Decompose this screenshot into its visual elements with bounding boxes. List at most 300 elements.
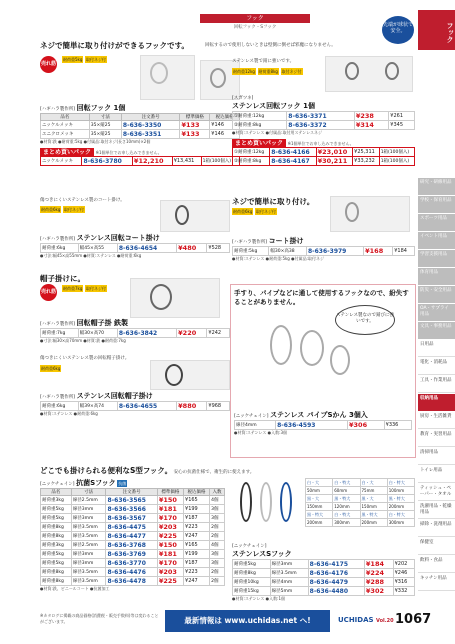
sidebar-item[interactable]: 飲料・食品 xyxy=(418,556,455,573)
table-row[interactable] xyxy=(233,148,415,157)
sec9-note: ●材質:ステンレス ●入数:1個 xyxy=(232,596,285,601)
table-row[interactable] xyxy=(233,560,415,569)
sec6-table xyxy=(40,401,230,411)
cell-qty: 4個 xyxy=(210,541,225,550)
cell-code[interactable]: 8-636-4166 xyxy=(270,148,316,157)
sec5-brand: [ハギハラ製作所] xyxy=(40,322,76,327)
sec6-note: ●材質:ステンレス ●耐荷重:6kg xyxy=(40,411,98,416)
cell-code[interactable]: 8-636-4167 xyxy=(270,157,316,166)
sidebar-item[interactable]: ティッシュ・ペーパー・タオル xyxy=(418,484,455,501)
cell-tax: ¥242 xyxy=(207,329,230,338)
cell-code[interactable]: 8-636-4475 xyxy=(106,523,157,532)
footer-fineprint: ※カタログに掲載の商品価格(消費税・販売手数料)等は変わることがございます。 xyxy=(40,613,159,624)
sidebar-item[interactable]: 日用品 xyxy=(418,340,455,357)
screw-badge: 取付ネジ付 xyxy=(64,207,84,212)
sec4-brand: [ハギハラ製作所] xyxy=(232,240,268,245)
cell-price: ¥880 xyxy=(177,402,207,411)
cell-tax: ¥968 xyxy=(207,402,230,411)
cell-name: 耐荷重:7kg xyxy=(41,329,79,338)
cell-price: ¥288 xyxy=(364,578,393,587)
cell-code[interactable]: 8-636-4655 xyxy=(117,402,176,411)
cell-code[interactable]: 8-636-4176 xyxy=(308,569,364,578)
sec7-brand: [ニッケチェイン] xyxy=(234,414,269,419)
sec8-brand: [ニッケチェイン] xyxy=(40,482,75,487)
grid-cell: 150mm xyxy=(306,503,333,511)
sidebar-item[interactable]: 収納用品 xyxy=(418,394,455,411)
cell-tax: ¥246 xyxy=(393,569,414,578)
hook-shape-1 xyxy=(150,62,168,84)
cell-code[interactable]: 8-636-3780 xyxy=(82,157,132,166)
cell-price: ¥23,010 xyxy=(316,148,353,157)
load-badge: 耐荷重6kg xyxy=(41,207,61,212)
grid-cell: 200mm xyxy=(306,519,333,527)
grid-cell: 75mm xyxy=(360,487,387,495)
cell-tax: ¥25,311 xyxy=(353,148,380,157)
table-row[interactable] xyxy=(233,569,415,578)
cell-tax: ¥199 xyxy=(184,505,210,514)
cell-name: 耐荷重8kg xyxy=(41,577,72,586)
sec7-product xyxy=(234,410,412,436)
table-row[interactable] xyxy=(233,587,415,596)
table-row[interactable] xyxy=(41,523,225,532)
cell-price: ¥224 xyxy=(364,569,393,578)
sec4-product xyxy=(232,236,415,262)
cell-size: 線径5mm xyxy=(270,587,308,596)
sec8-desc: 安心の抗菌仕様で、衛生的に使えます。 xyxy=(173,470,255,475)
th-name: 品名 xyxy=(41,114,90,121)
cell-code[interactable]: 8-636-4476 xyxy=(106,568,157,577)
hook-shape-2 xyxy=(210,68,226,88)
cell-name: 耐荷重8kg xyxy=(41,523,72,532)
cell-qty: 1箱(100個入) xyxy=(379,157,414,166)
cell-price: ¥225 xyxy=(157,577,183,586)
sec2-table xyxy=(232,111,415,130)
table-row[interactable] xyxy=(41,157,240,166)
sec3-table xyxy=(40,243,230,253)
cell-price: ¥203 xyxy=(157,568,183,577)
grid-cell: 300mm xyxy=(387,519,414,527)
table-row[interactable] xyxy=(41,532,225,541)
cell-tax: ¥184 xyxy=(393,247,415,256)
sidebar-item[interactable]: OA・サプライ用品 xyxy=(418,304,455,321)
grid-cell: 黒・特大 xyxy=(333,495,360,503)
grid-cell: 白・特大 xyxy=(387,511,414,519)
sidebar-item[interactable]: 厨房・生活雑貨 xyxy=(418,412,455,429)
cell-size: 線径3.5mm xyxy=(71,532,106,541)
sec2-pack-note: ※1個単位でお申し込みできません。 xyxy=(287,141,354,146)
cell-tax: ¥336 xyxy=(384,421,411,430)
table-row[interactable] xyxy=(41,559,225,568)
sec2-pack-title: まとめ買いパック xyxy=(232,139,286,148)
cell-name: 線径4mm xyxy=(235,421,276,430)
hook-shape-8 xyxy=(165,364,183,386)
sec5-note: ●寸法:幅30×高70mm ●材質:鉄 ●耐荷重:7kg xyxy=(40,338,126,343)
cell-size: 線径3mm xyxy=(71,559,106,568)
grid-cell: 200mm xyxy=(360,519,387,527)
cell-size: 線径3mm xyxy=(71,550,106,559)
cell-price: ¥12,210 xyxy=(132,157,172,166)
cell-tax: ¥33,232 xyxy=(353,157,380,166)
cell-code[interactable]: 8-636-3565 xyxy=(106,496,157,505)
page-number: 1067 xyxy=(395,612,432,627)
th-qty: 入数 xyxy=(210,489,225,496)
cell-name: 耐荷重5kg xyxy=(41,559,72,568)
th-name: 品名 xyxy=(41,489,72,496)
sec1-brand: [ハギハラ製作所] xyxy=(40,107,76,112)
cell-code[interactable]: 8-636-3842 xyxy=(117,329,176,338)
th-tax: 税込価格 xyxy=(210,114,240,121)
grid-cell: 白・大 xyxy=(306,479,333,487)
cell-size: 線径3.5mm xyxy=(71,523,106,532)
th-code: 注文番号 xyxy=(121,114,180,121)
sidebar-item[interactable]: 電化・消耗品 xyxy=(418,358,455,375)
s-hook-silver xyxy=(260,482,272,522)
grid-cell: 100mm xyxy=(387,487,414,495)
screw-badge: 取付ネジ付 xyxy=(281,69,302,74)
sidebar-item[interactable]: 清掃用品 xyxy=(418,448,455,465)
cell-tax: ¥528 xyxy=(207,244,230,253)
grid-cell: 50mm xyxy=(306,487,333,495)
table-row[interactable] xyxy=(41,130,240,139)
sec1-pack-title: まとめ買いパック xyxy=(40,148,94,157)
bestseller-badge: 売れ筋 xyxy=(40,284,57,301)
table-row[interactable] xyxy=(233,121,415,130)
sidebar-item[interactable]: 保健室 xyxy=(418,538,455,555)
cell-code[interactable]: 8-636-3567 xyxy=(106,514,157,523)
load-badge: 耐荷重6kg xyxy=(41,366,61,371)
cell-code[interactable]: 8-636-3979 xyxy=(306,247,363,256)
sidebar-item[interactable]: 掃除・洗剤用品 xyxy=(418,520,455,537)
grid-cell: 黒・大 xyxy=(306,495,333,503)
sec1-headline: ネジで簡単に取り付けができるフックです。 xyxy=(40,41,189,50)
cell-size: 線径3.5mm xyxy=(71,568,106,577)
cell-code[interactable]: 8-636-4175 xyxy=(308,560,364,569)
load-badge: 耐荷重8kg xyxy=(258,69,278,74)
cell-size: 線径3.5mm xyxy=(71,577,106,586)
sec4-note: ●材質:ステンレス ●耐荷重:5kg ●付属品:取付ネジ xyxy=(232,256,324,261)
sec9-table xyxy=(232,559,415,596)
th-price: 標準価格 xyxy=(157,489,183,496)
cell-name: 耐荷重3kg xyxy=(41,541,72,550)
cell-price: ¥181 xyxy=(157,505,183,514)
s-hook-small xyxy=(330,345,350,375)
s-hook-black xyxy=(240,482,252,522)
grid-cell: 白・特大 xyxy=(333,479,360,487)
sidebar-item[interactable]: 工具・作業用品 xyxy=(418,376,455,393)
sec8-headline: どこでも掛けられる便利なS型フック。 xyxy=(40,466,173,475)
cell-name: 耐荷重5kg xyxy=(41,505,72,514)
sidebar-item[interactable]: 体育用品 xyxy=(418,268,455,285)
table-row[interactable] xyxy=(41,121,240,130)
grid-cell: 150mm xyxy=(360,503,387,511)
cell-tax: ¥187 xyxy=(184,559,210,568)
load-badge: 耐荷重6kg xyxy=(233,209,253,214)
table-row[interactable] xyxy=(41,577,225,586)
vol-text: Vol.20 xyxy=(376,618,394,624)
sec5-badges xyxy=(62,285,107,292)
table-row[interactable] xyxy=(41,402,230,411)
cell-name: 耐荷重8kg xyxy=(233,569,271,578)
table-row[interactable] xyxy=(41,541,225,550)
cell-tax: ¥332 xyxy=(393,587,414,596)
screw-badge: 取付ネジ付 xyxy=(256,209,276,214)
sidebar-item[interactable]: 防災・安全用品 xyxy=(418,286,455,303)
load-badge: 耐荷重5kg xyxy=(63,57,83,62)
screw-badge: 取付ネジ付 xyxy=(86,286,106,291)
sidebar-item[interactable]: 研究・研修用品 xyxy=(418,178,455,195)
cell-name: ②耐荷重:8kg xyxy=(233,157,270,166)
cell-size: 35×縦25 xyxy=(89,121,121,130)
cell-size: 線径3mm xyxy=(71,505,106,514)
sec5-star-wrap xyxy=(40,284,57,301)
bestseller-badge: 売れ筋 xyxy=(40,56,57,73)
callout-bubble xyxy=(382,16,414,44)
cell-tax: ¥247 xyxy=(184,577,210,586)
cell-tax: ¥316 xyxy=(393,578,414,587)
load-badge: 耐荷重12kg xyxy=(233,69,255,74)
grid-cell: 60mm xyxy=(333,487,360,495)
table-row[interactable] xyxy=(41,550,225,559)
sec5-title: 回転帽子掛 鉄製 xyxy=(76,319,129,327)
grid-cell: 白・特大 xyxy=(333,511,360,519)
sec4-photo xyxy=(330,196,410,232)
sec9-grid xyxy=(305,478,415,527)
grid-cell: 300mm xyxy=(333,519,360,527)
cell-tax: ¥345 xyxy=(389,121,415,130)
cell-code[interactable]: 8-636-4480 xyxy=(308,587,364,596)
cell-qty: 1箱(100個入) xyxy=(201,157,239,166)
table-row[interactable] xyxy=(233,157,415,166)
cell-name: ①耐荷重:12kg xyxy=(233,148,270,157)
s-hook-blue xyxy=(280,482,292,522)
sidebar-item[interactable]: イベント用品 xyxy=(418,232,455,249)
sec8-product xyxy=(40,478,225,592)
cell-code[interactable]: 8-636-3769 xyxy=(106,550,157,559)
cell-price: ¥170 xyxy=(157,514,183,523)
sec5-product xyxy=(40,318,230,344)
cell-code[interactable]: 8-636-4478 xyxy=(106,577,157,586)
load-badge: 耐荷重7kg xyxy=(63,286,83,291)
cell-qty: 4個 xyxy=(210,496,225,505)
sidebar-item[interactable]: スポーツ用品 xyxy=(418,214,455,231)
cell-name: 耐荷重15kg xyxy=(233,587,271,596)
cell-size: 幅30×高70 xyxy=(78,329,117,338)
cell-qty: 2個 xyxy=(210,577,225,586)
grid-cell: 黒・特大 xyxy=(387,495,414,503)
cell-code[interactable]: 8-636-4593 xyxy=(276,421,348,430)
table-row[interactable] xyxy=(233,112,415,121)
cell-price: ¥150 xyxy=(157,541,183,550)
hook-shape-6 xyxy=(345,202,359,222)
grid-cell: 200mm xyxy=(387,503,414,511)
cell-size: 線径3.5mm xyxy=(270,569,308,578)
cell-tax: ¥223 xyxy=(184,568,210,577)
sec9-photo xyxy=(232,478,302,530)
cell-tax: ¥261 xyxy=(389,112,415,121)
grid-cell: 120mm xyxy=(333,503,360,511)
cell-qty: 3個 xyxy=(210,505,225,514)
cell-code[interactable]: 8-636-3350 xyxy=(121,121,180,130)
sidebar-item[interactable]: 学習支援用品 xyxy=(418,250,455,267)
sec3-badges xyxy=(40,206,85,213)
hook-shape-5 xyxy=(175,205,189,225)
cell-code[interactable]: 8-636-3770 xyxy=(106,559,157,568)
cell-name: 耐荷重3kg xyxy=(41,496,72,505)
cell-price: ¥133 xyxy=(180,130,210,139)
cell-price: ¥480 xyxy=(177,244,207,253)
sec3-product xyxy=(40,233,230,259)
th-tax: 税込価格 xyxy=(184,489,210,496)
cell-price: ¥168 xyxy=(364,247,393,256)
table-row[interactable] xyxy=(41,244,230,253)
cell-tax: ¥146 xyxy=(210,130,240,139)
sec5-table xyxy=(40,328,230,338)
cell-price: ¥238 xyxy=(354,112,388,121)
cell-name: ①耐荷重:12kg xyxy=(233,112,287,121)
cell-tax: ¥199 xyxy=(184,550,210,559)
sidebar-item[interactable]: 文具・事務用品 xyxy=(418,322,455,339)
sec5-photo xyxy=(130,278,220,318)
cell-name: 耐荷重10kg xyxy=(233,578,271,587)
cell-name: 耐荷重:5kg xyxy=(233,247,269,256)
cell-price: ¥181 xyxy=(157,550,183,559)
cell-name: ユニクロメッキ xyxy=(41,130,90,139)
cell-price: ¥220 xyxy=(177,329,207,338)
sec3-title: ステンレス回転コート掛け xyxy=(76,234,160,242)
sec2-pack-table xyxy=(232,147,415,166)
table-row[interactable] xyxy=(233,247,415,256)
cell-name: 耐荷重5kg xyxy=(41,550,72,559)
table-row[interactable] xyxy=(41,568,225,577)
cell-qty: 2個 xyxy=(210,532,225,541)
grid-cell: 白・特大 xyxy=(387,479,414,487)
table-row[interactable] xyxy=(41,514,225,523)
sidebar-item[interactable]: 教育・実習用品 xyxy=(418,430,455,447)
th-size: 寸法 xyxy=(89,114,121,121)
cell-name: 耐荷重:6kg xyxy=(41,244,79,253)
cell-name: 耐荷重8kg xyxy=(41,532,72,541)
cell-price: ¥306 xyxy=(348,421,385,430)
sec7-table xyxy=(234,420,412,430)
sec8-table xyxy=(40,488,225,586)
cell-price: ¥302 xyxy=(364,587,393,596)
cell-size: 線径4mm xyxy=(270,578,308,587)
cell-qty: 2個 xyxy=(210,568,225,577)
sec1-table xyxy=(40,113,240,139)
table-row[interactable] xyxy=(233,578,415,587)
sec3-brand: [ハギハラ製作所] xyxy=(40,237,76,242)
sidebar-item[interactable]: トイレ用品 xyxy=(418,466,455,483)
sec1-product xyxy=(40,103,240,166)
table-row[interactable] xyxy=(41,329,230,338)
cell-name: 耐荷重8kg xyxy=(41,568,72,577)
sec1-desc: 回転するので使用しないときは壁側に倒せば邪魔になりません。 xyxy=(205,43,336,48)
cell-name: ニッケルメッキ xyxy=(41,157,82,166)
table-row[interactable] xyxy=(41,505,225,514)
sec1-pack-table xyxy=(40,156,240,166)
sec2-brand: [スガツネ] xyxy=(232,96,254,101)
cell-name: ②耐荷重:8kg xyxy=(233,121,287,130)
cell-price: ¥150 xyxy=(157,496,183,505)
cell-size: 35×縦25 xyxy=(89,130,121,139)
cell-qty: 1箱(100個入) xyxy=(379,148,414,157)
cell-price: ¥314 xyxy=(354,121,388,130)
cell-size: 幅39×高74 xyxy=(78,402,117,411)
sec6-photo xyxy=(150,360,230,390)
sec3-note: ●寸法:幅45×高55mm ●材質:ステンレス ●耐荷重:6kg xyxy=(40,253,142,258)
cell-size: 幅45×高55 xyxy=(78,244,117,253)
sec1-star xyxy=(40,56,57,73)
size-grid xyxy=(305,478,415,527)
cell-code[interactable]: 8-636-4654 xyxy=(117,244,176,253)
sec2-note: ●材質:ステンレス ●付属品:取付用ステンレスネジ xyxy=(232,130,322,135)
sec3-desc: 傷つきにくいステンレス製のコート掛け。 xyxy=(40,198,125,203)
cell-tax: ¥202 xyxy=(393,560,414,569)
cell-code[interactable]: 8-636-4479 xyxy=(308,578,364,587)
th-size: 寸法 xyxy=(71,489,106,496)
footer-logo xyxy=(338,616,394,624)
s-hook-big xyxy=(270,325,292,365)
cell-code[interactable]: 8-636-3351 xyxy=(121,130,180,139)
sec6-badges xyxy=(40,365,61,372)
sec2-badges xyxy=(232,68,303,75)
sec7-title: ステンレス パイプSかん 3個入 xyxy=(270,411,368,419)
sec4-badges xyxy=(232,208,277,215)
sec6-title: ステンレス回転帽子掛け xyxy=(76,392,153,400)
sec6-brand: [ハギハラ製作所] xyxy=(40,395,76,400)
cell-tax: ¥165 xyxy=(184,541,210,550)
grid-cell: 黒・特大 xyxy=(360,511,387,519)
cell-tax: ¥146 xyxy=(210,121,240,130)
cell-name: ニッケルメッキ xyxy=(41,121,90,130)
screw-badge: 取付ネジ付 xyxy=(86,57,106,62)
cell-code[interactable]: 8-636-3566 xyxy=(106,505,157,514)
cell-qty: 3個 xyxy=(210,559,225,568)
sidebar-item[interactable]: キッチン用品 xyxy=(418,574,455,591)
table-row[interactable] xyxy=(235,421,412,430)
grid-cell: 白・大 xyxy=(360,479,387,487)
callout-text: 先端が球状で安全。 xyxy=(382,22,413,34)
cell-qty: 3個 xyxy=(210,550,225,559)
sec8-note: ●材質:鉄、ビニールコート ●抗菌加工 xyxy=(40,586,110,591)
hook-shape-3 xyxy=(345,62,359,80)
cell-code[interactable]: 8-636-3372 xyxy=(287,121,355,130)
cell-qty: 2個 xyxy=(210,523,225,532)
cell-size: 線径3mm xyxy=(71,514,106,523)
sec6-product xyxy=(40,391,230,417)
s-hook-mid xyxy=(300,330,324,366)
cell-price: ¥133 xyxy=(180,121,210,130)
sec9-product xyxy=(232,543,415,602)
table-row[interactable] xyxy=(41,496,225,505)
sec6-desc: 傷つきにくいステンレス製の回転帽子掛け。 xyxy=(40,356,130,361)
cell-price: ¥203 xyxy=(157,523,183,532)
sidebar-item[interactable]: 学校・保育用品 xyxy=(418,196,455,213)
page-tab[interactable]: フック xyxy=(418,10,455,50)
sidebar-item[interactable]: 洗濯用品・乾燥用品 xyxy=(418,502,455,519)
cell-size: 幅30×高38 xyxy=(269,247,307,256)
sec1-badges xyxy=(62,56,107,63)
cell-price: ¥184 xyxy=(364,560,393,569)
cell-code[interactable]: 8-636-3371 xyxy=(287,112,355,121)
sec2-desc: ステンレス製で錆に強いです。 xyxy=(232,59,295,64)
cell-code[interactable]: 8-636-4477 xyxy=(106,532,157,541)
cell-name: 耐荷重5kg xyxy=(41,514,72,523)
cell-code[interactable]: 8-636-3768 xyxy=(106,541,157,550)
website-banner[interactable]: 最新情報は www.uchidas.net へ! xyxy=(165,610,330,632)
bubble-text: ステンレス製なので錆びに強いです。 xyxy=(336,313,394,324)
sec8-title: 抗菌Sフック xyxy=(76,479,116,487)
